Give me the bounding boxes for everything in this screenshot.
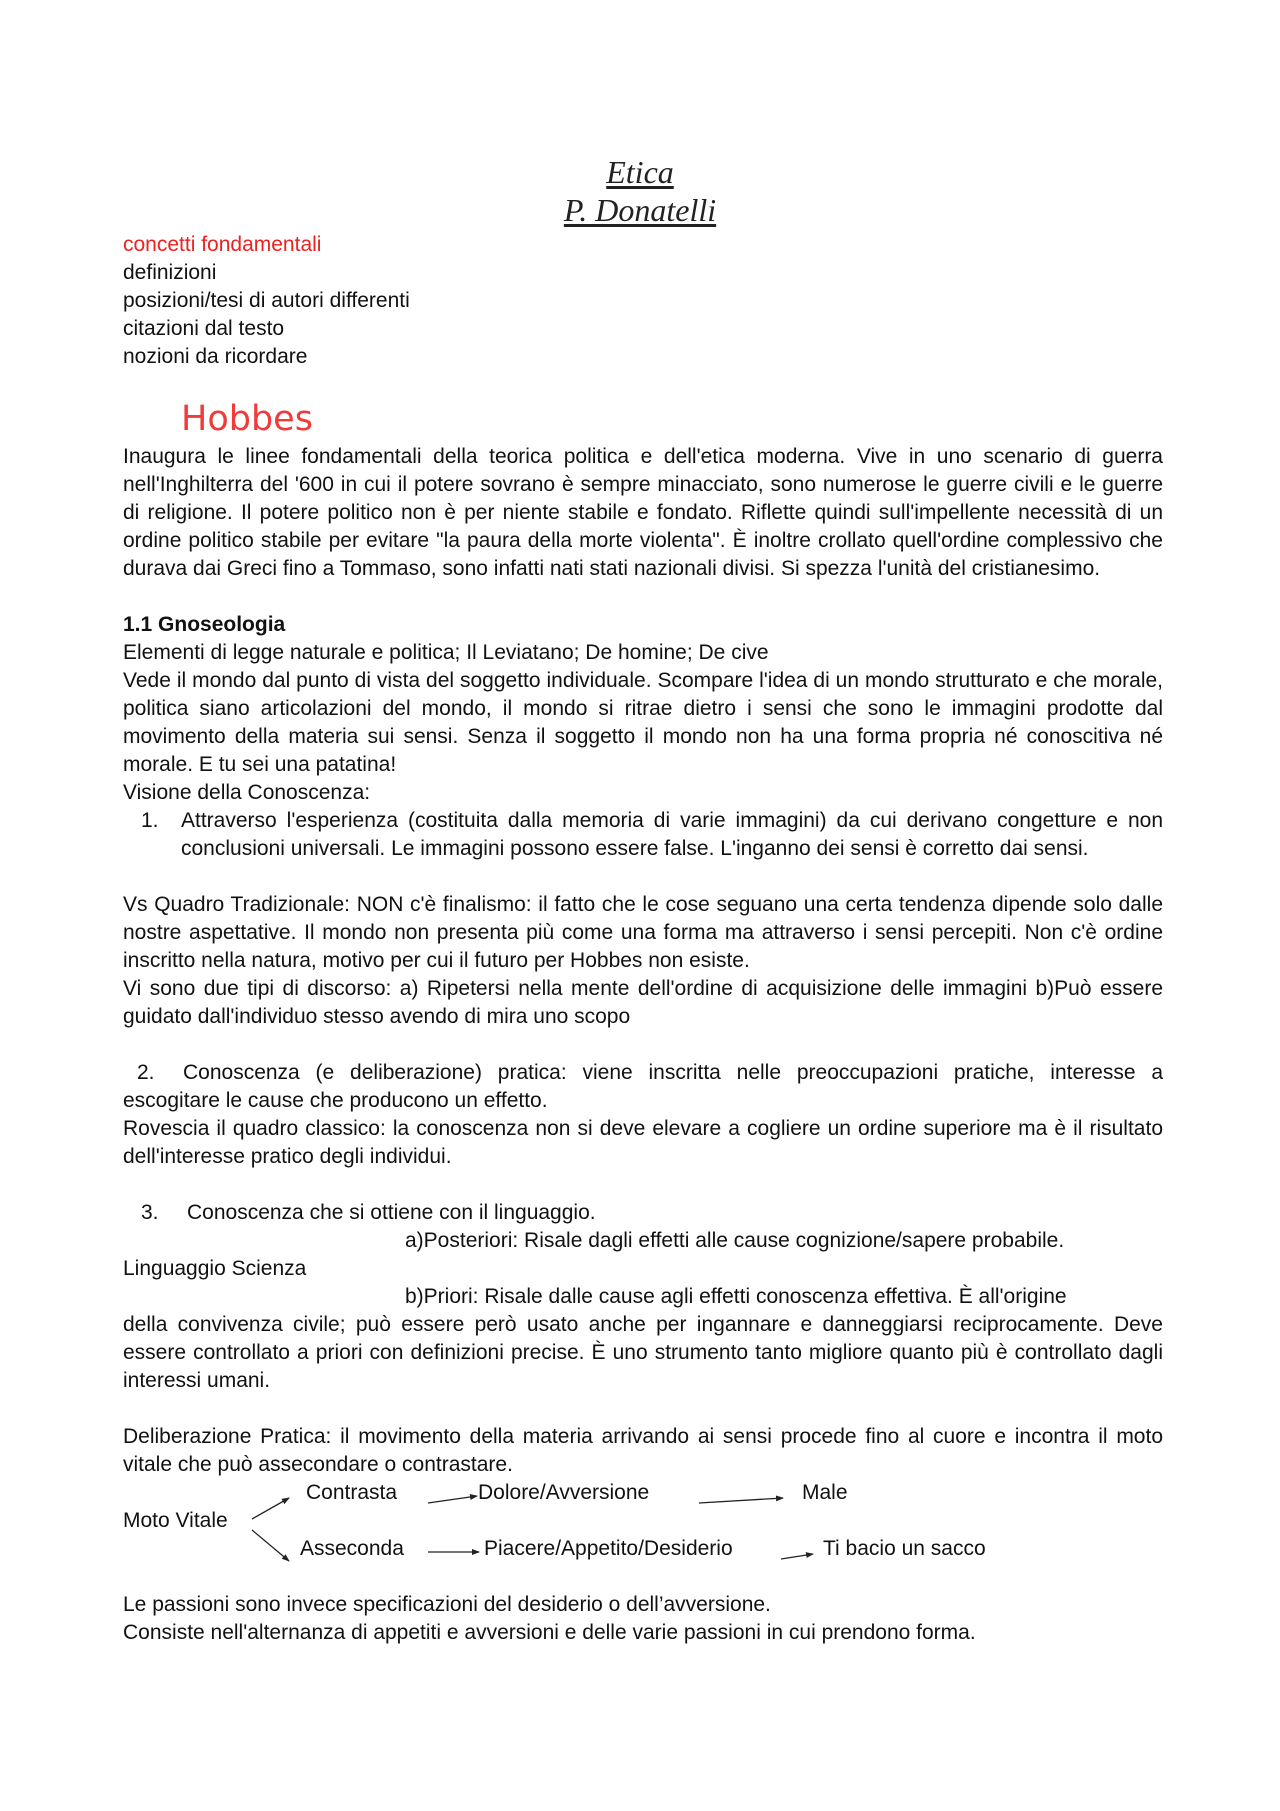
diagram-ti-bacio: Ti bacio un sacco <box>823 1537 986 1560</box>
visione-label: Visione della Conoscenza: <box>123 781 371 804</box>
diagram-male: Male <box>802 1481 848 1504</box>
legend-item-positions: posizioni/tesi di autori differenti <box>123 289 410 312</box>
paragraph-mondo: Vede il mondo dal punto di vista del soggetto individuale. Scompare l'idea di un mondo strutturato e che morale, politica siano articolazioni del mondo, il mondo si ritrae dietro i sensi che sono le immagini prodotte dal movimento della materia sui sensi. Senza il soggetto il mondo non ha una forma propria né conoscitiva né morale. E tu sei una patatina! <box>123 669 1163 776</box>
paragraph-deliberazione: Deliberazione Pratica: il movimento della materia arrivando ai sensi procede fino al cuore e incontra il moto vitale che può assecondare o contrastare. <box>123 1425 1163 1476</box>
legend-item-concepts: concetti fondamentali <box>123 233 322 256</box>
intro-paragraph: Inaugura le linee fondamentali della teorica politica e dell'etica moderna. Vive in uno scenario di guerra nell'Inghilterra del '600 in cui il potere sovrano è sempre minacciato, sono numerose le guerre civili e le guerre di religione. Il potere politico non è per niente stabile e fondato. Riflette quindi sull'impellente necessità di un ordine politico stabile per evitare "la paura della morte violenta". È inoltre crollato quell'ordine complessivo che durava dai Greci fino a Tommaso, sono infatti nati stati nazionali divisi. Si spezza l'unità del cristianesimo. <box>123 445 1163 580</box>
legend-item-notions: nozioni da ricordare <box>123 345 308 368</box>
diagram-dolore: Dolore/Avversione <box>478 1481 650 1504</box>
document-title: Etica <box>606 154 674 190</box>
paragraph-consiste: Consiste nell'alternanza di appetiti e avversioni e delle varie passioni in cui prendono forma. <box>123 1621 976 1644</box>
priori-text: b)Priori: Risale dalle cause agli effetti conoscenza effettiva. È all'origine <box>405 1285 1067 1308</box>
posteriori-text: a)Posteriori: Risale dagli effetti alle cause cognizione/sapere probabile. <box>405 1229 1065 1252</box>
diagram-root: Moto Vitale <box>123 1509 228 1532</box>
color-legend <box>123 231 410 371</box>
priori-continuation: della convivenza civile; può essere però usato anche per ingannare e danneggiarsi reciprocamente. Deve essere controllato a priori con definizioni precise. È uno strumento tanto migliore quanto più è controllato dagli interessi umani. <box>123 1313 1163 1392</box>
list-item-1: Attraverso l'esperienza (costituita dalla memoria di varie immagini) da cui derivano congetture e non conclusioni universali. Le immagini possono essere false. L'inganno dei sensi è corretto dai sensi. <box>181 809 1163 860</box>
arrow-dolore-to-male <box>699 1498 783 1503</box>
list-number-2: 2. <box>137 1061 155 1084</box>
paragraph-rovescia: Rovescia il quadro classico: la conoscenza non si deve elevare a cogliere un ordine superiore ma è il risultato dell'interesse pratico degli individui. <box>123 1117 1163 1168</box>
diagram-contrasta: Contrasta <box>306 1481 398 1504</box>
diagram-piacere: Piacere/Appetito/Desiderio <box>484 1537 733 1560</box>
paragraph-discorso: Vi sono due tipi di discorso: a) Ripetersi nella mente dell'ordine di acquisizione delle immagini b)Può essere guidato dall'individuo stesso avendo di mira uno scopo <box>123 977 1163 1028</box>
linguaggio-scienza-label: Linguaggio Scienza <box>123 1257 307 1280</box>
document-author: P. Donatelli <box>563 192 717 228</box>
arrow-piacere-to-ti-bacio <box>781 1554 813 1559</box>
section-heading: Hobbes <box>181 399 313 439</box>
paragraph-passioni: Le passioni sono invece specificazioni del desiderio o dell’avversione. <box>123 1593 771 1616</box>
arrow-root-to-contrasta <box>252 1498 289 1519</box>
list-number-3: 3. <box>141 1201 159 1224</box>
list-number-1: 1. <box>141 809 159 832</box>
legend-item-definitions: definizioni <box>123 261 217 284</box>
arrow-contrasta-to-dolore <box>428 1496 477 1503</box>
diagram-asseconda: Asseconda <box>300 1537 404 1560</box>
paragraph-vs-quadro: Vs Quadro Tradizionale: NON c'è finalismo: il fatto che le cose seguano una certa tendenza dipende solo dalle nostre aspettative. Il mondo non presenta più come una forma ma attraverso i sensi percepiti. Non c'è ordine inscritto nella natura, motivo per cui il futuro per Hobbes non esiste. <box>123 893 1163 972</box>
legend-item-quotes: citazioni dal testo <box>123 317 285 340</box>
arrow-root-to-asseconda <box>252 1530 289 1561</box>
works-list: Elementi di legge naturale e politica; Il Leviatano; De homine; De cive <box>123 641 769 664</box>
list-item-2: Conoscenza (e deliberazione) pratica: viene inscritta nelle preoccupazioni pratiche, interesse a escogitare le cause che producono un effetto. <box>123 1061 1163 1112</box>
subheading-gnoseologia: 1.1 Gnoseologia <box>123 613 286 636</box>
list-item-3: Conoscenza che si ottiene con il linguaggio. <box>187 1201 596 1224</box>
